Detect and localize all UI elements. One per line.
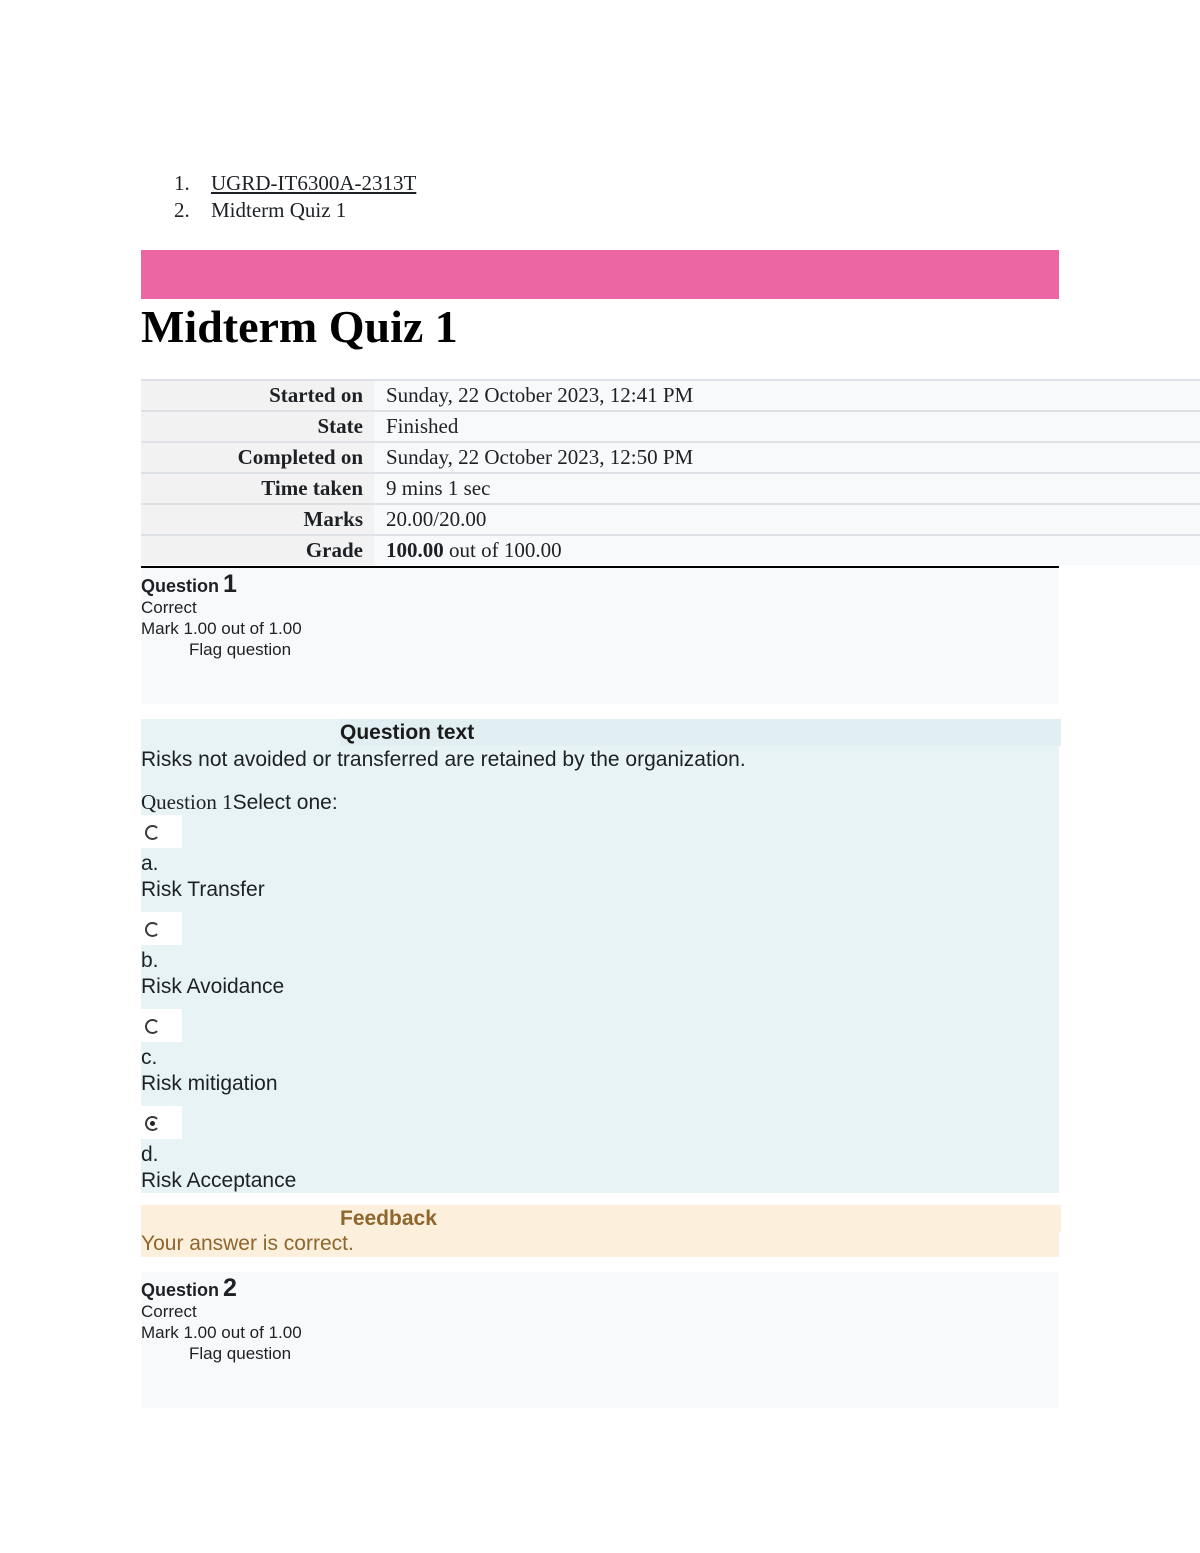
answer-prompt: Question 1Select one: [141,790,338,814]
breadcrumb-item-course: 1. UGRD-IT6300A-2313T [174,171,417,195]
breadcrumb-current: Midterm Quiz 1 [211,198,347,222]
option-letter: c. [141,1046,158,1069]
summary-value: Sunday, 22 October 2023, 12:41 PM [386,383,694,407]
summary-row-marks [141,505,1200,536]
question-info-2 [141,1272,1059,1408]
summary-value: 9 mins 1 sec [386,476,491,500]
header-banner [141,250,1059,299]
option-text[interactable]: Risk Transfer [141,878,265,901]
summary-value [374,536,562,565]
option-letter: b. [141,949,159,972]
summary-row-completed [141,443,1200,474]
summary-label: State [141,412,374,441]
radio-checked-icon[interactable] [145,1116,160,1131]
grade-score: 100.00 [386,538,444,562]
question-state: Correct [141,1302,197,1321]
option-text[interactable]: Risk Acceptance [141,1169,297,1192]
grade-out-of: out of 100.00 [449,538,562,562]
summary-label: Started on [141,381,374,410]
radio-button[interactable] [141,912,182,945]
radio-unchecked-icon[interactable] [145,1019,160,1034]
option-text[interactable]: Risk Avoidance [141,975,285,998]
feedback-heading: Feedback [340,1205,1061,1232]
summary-label: Completed on [141,443,374,472]
radio-button[interactable] [141,1009,182,1042]
feedback-box [141,1205,1059,1257]
flag-question-link[interactable]: Flag question [189,1344,292,1363]
question-info-1 [141,568,1059,704]
summary-value: Finished [386,414,459,438]
radio-button[interactable] [141,815,182,848]
option-letter: d. [141,1143,159,1166]
summary-row-state [141,412,1200,443]
question-text-heading: Question text [340,719,1061,746]
page-title: Midterm Quiz 1 [141,301,458,352]
breadcrumb [174,170,416,224]
summary-label: Marks [141,505,374,534]
question-grade: Mark 1.00 out of 1.00 [141,1323,302,1342]
question-number: Question 1 [141,570,237,598]
quiz-summary-table [141,379,1200,565]
option-text[interactable]: Risk mitigation [141,1072,278,1095]
summary-row-grade [141,536,1200,565]
option-letter: a. [141,852,159,875]
summary-label: Time taken [141,474,374,503]
radio-button[interactable] [141,1106,182,1139]
question-state: Correct [141,598,197,617]
radio-unchecked-icon[interactable] [145,922,160,937]
breadcrumb-item-quiz: 2. Midterm Quiz 1 [174,198,347,222]
summary-row-time-taken [141,474,1200,505]
summary-value: 20.00/20.00 [386,507,487,531]
flag-question-link[interactable]: Flag question [189,640,292,659]
question-text: Risks not avoided or transferred are retained by the organization. [141,748,746,771]
question-number: Question 2 [141,1274,237,1302]
feedback-text: Your answer is correct. [141,1232,354,1255]
breadcrumb-link-course[interactable]: UGRD-IT6300A-2313T [211,171,417,195]
radio-unchecked-icon[interactable] [145,825,160,840]
question-grade: Mark 1.00 out of 1.00 [141,619,302,638]
question-content-1 [141,719,1059,1193]
summary-row-started [141,381,1200,412]
summary-label: Grade [141,536,374,565]
summary-value: Sunday, 22 October 2023, 12:50 PM [386,445,694,469]
